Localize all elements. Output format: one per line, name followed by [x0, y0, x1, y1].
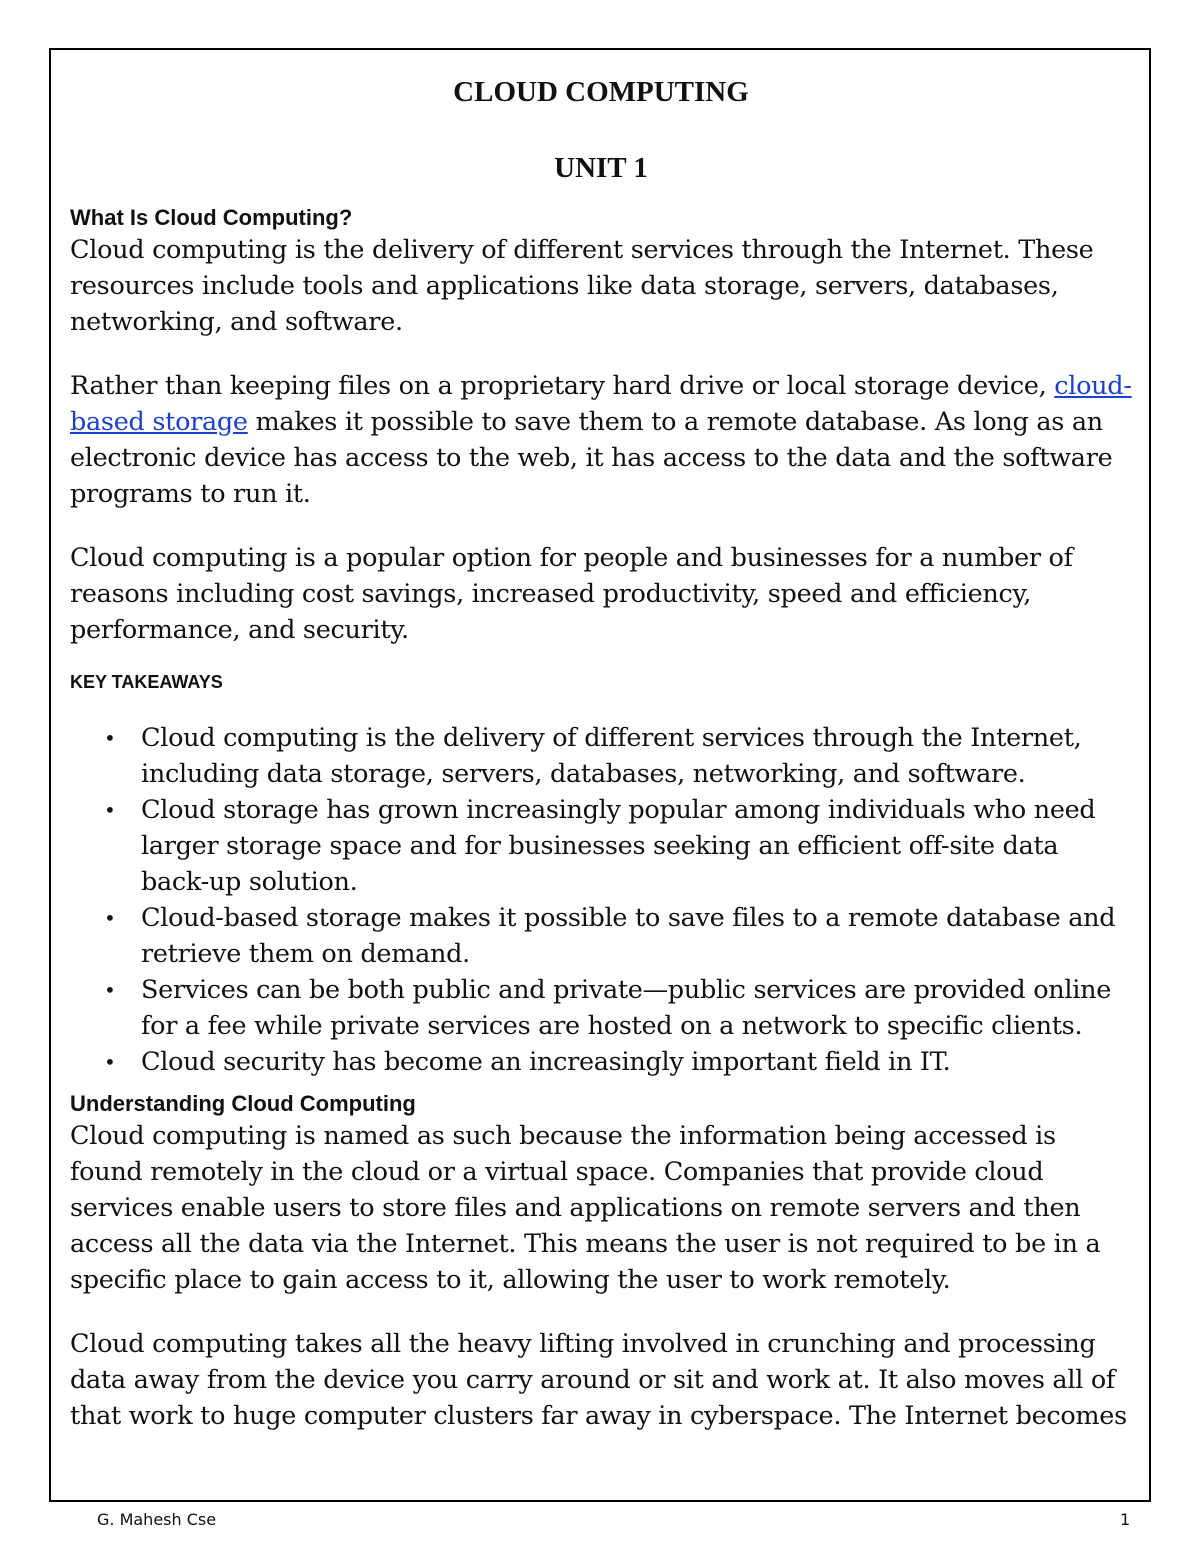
paragraph: Cloud computing is named as such because the information being accessed is found remotely in the cloud or a virtual space. Companies that provide cloud services enable users to store files and applications on remote servers and then access all the data via the Internet. This means the user is not required to be in a specific place to gain access to it, allowing the user to work remotely.: [70, 1121, 1101, 1295]
key-takeaways-heading: KEY TAKEAWAYS: [70, 672, 223, 692]
list-item: [70, 1044, 1132, 1080]
bullet-icon: •: [104, 798, 116, 822]
list-item: [70, 720, 1132, 792]
section-heading-what-is: What Is Cloud Computing?: [70, 205, 353, 230]
page-number: 1: [1120, 1510, 1131, 1529]
list-item-text: Cloud security has become an increasingly important field in IT.: [141, 1047, 951, 1077]
cloud-based-storage-link[interactable]: cloud-based storage: [70, 371, 1132, 437]
key-takeaways-list: [70, 720, 1132, 1080]
bullet-icon: •: [104, 726, 116, 750]
document-body: [70, 70, 1132, 1434]
list-item: [70, 972, 1132, 1044]
paragraph-with-link: [70, 368, 1132, 512]
section-heading-understanding: Understanding Cloud Computing: [70, 1091, 416, 1116]
bullet-icon: •: [104, 906, 116, 930]
document-title: CLOUD COMPUTING: [453, 76, 749, 108]
list-item: [70, 792, 1132, 900]
list-item-text: Services can be both public and private—public services are provided online for a fee while private services are hosted on a network to specific clients.: [141, 975, 1112, 1041]
footer-author: G. Mahesh Cse: [97, 1510, 217, 1529]
paragraph-text: Rather than keeping files on a proprietary hard drive or local storage device,: [70, 371, 1055, 401]
list-item: [70, 900, 1132, 972]
paragraph: Cloud computing is the delivery of different services through the Internet. These resources include tools and applications like data storage, servers, databases, networking, and software.: [70, 235, 1094, 337]
paragraph: Cloud computing takes all the heavy lifting involved in crunching and processing data away from the device you carry around or sit and work at. It also moves all of that work to huge computer clusters far away in cyberspace. The Internet becomes: [70, 1329, 1127, 1431]
bullet-icon: •: [104, 978, 116, 1002]
unit-heading: UNIT 1: [554, 152, 648, 184]
paragraph: Cloud computing is a popular option for people and businesses for a number of reasons including cost savings, increased productivity, speed and efficiency, performance, and security.: [70, 543, 1073, 645]
list-item-text: Cloud computing is the delivery of different services through the Internet, including data storage, servers, databases, networking, and software.: [141, 723, 1082, 789]
bullet-icon: •: [104, 1050, 116, 1074]
list-item-text: Cloud storage has grown increasingly popular among individuals who need larger storage space and for businesses seeking an efficient off-site data back-up solution.: [141, 795, 1096, 897]
paragraph-text: makes it possible to save them to a remote database. As long as an electronic device has access to the web, it has access to the data and the software programs to run it.: [70, 407, 1113, 509]
list-item-text: Cloud-based storage makes it possible to save files to a remote database and retrieve them on demand.: [141, 903, 1116, 969]
